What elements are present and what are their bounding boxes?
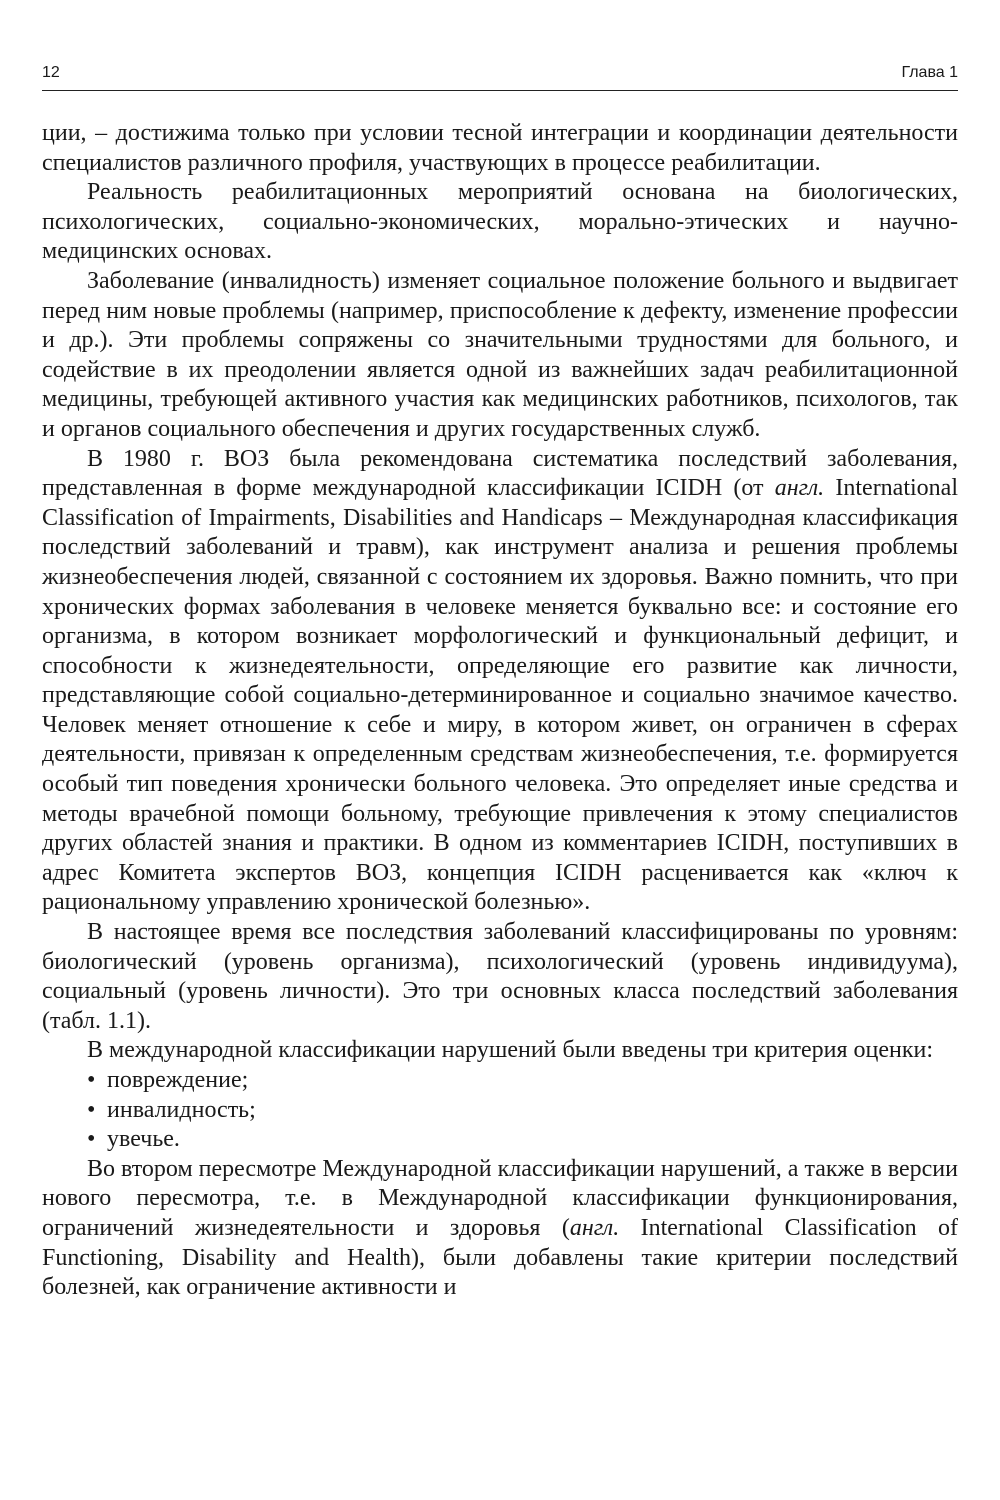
list-item — [87, 1096, 958, 1126]
running-header — [42, 62, 958, 91]
criteria-list — [42, 1066, 958, 1155]
page-number: 12 — [42, 64, 60, 81]
paragraph-icidh — [42, 445, 958, 919]
body-text — [42, 119, 958, 1303]
abbr-english: англ. — [774, 475, 825, 502]
paragraph-disease-social: Заболевание (инвалидность) изменяет социальное положение больного и выдвигает перед ним новые проблемы (например, приспособление к дефекту, изменение профессии и др.). Эти проблемы сопряжены со значительными трудностями для больного, и содействие в их преодолении является одной из важнейших задач реабилитационной медицины, требующей активного участия как медицинских работников, психологов, так и органов социального обеспечения и других государственных служб. — [42, 267, 958, 442]
paragraph-levels: В настоящее время все последствия заболеваний классифицированы по уровням: биологический (уровень организма), психологический (уровень индивидуума), социальный (уровень личности). Это три основных класса последствий заболевания (табл. 1.1). — [42, 919, 958, 1034]
list-item-text: инвалидность; — [107, 1096, 256, 1123]
paragraph-icidh-part2: International Classification of Impairments, Disabilities and Handicaps – Международная классификация последствий заболеваний и травм), как инструмент анализа и решения проблемы жизнеобеспечения людей, связанной с состоянием их здоровья. Важно помнить, что при хронических формах заболевания в человеке меняется буквально все: и состояние его организма, в котором возникает морфологический и функциональный дефицит, и способности к жизнедеятельности, определяющие его развитие как личности, представляющие собой социально-детерминированное и социально значимое качество. Человек меняет отношение к себе и миру, в котором живет, он ограничен в сферах деятельности, привязан к определенным средствам жизнеобеспечения, т.е. формируется особый тип поведения хронически больного человека. Это определяет иные средства и методы врачебной помощи больному, требующие привлечения к этому специалистов других областей знания и практики. В одном из комментариев ICIDH, поступивших в адрес Комитета экспертов ВОЗ, концепция ICIDH расценивается как «ключ к рациональному управлению хронической болезнью». — [42, 475, 958, 916]
abbr-english: англ. — [569, 1214, 620, 1241]
bullet-mark: • — [87, 1096, 96, 1123]
paragraph-rehab-basis: Реальность реабилитационных мероприятий основана на биологических, психологических, социально-экономических, морально-этических и научно-медицинских основах. — [42, 179, 958, 265]
list-item-text: повреждение; — [107, 1067, 249, 1093]
bullet-mark: • — [87, 1067, 96, 1093]
paragraph-icidh-part1: В 1980 г. ВОЗ была рекомендована систематика последствий заболевания, представленная в форме международной классификации ICIDH (от — [42, 445, 958, 502]
chapter-label: Глава 1 — [901, 64, 958, 81]
paragraph-icf-part1: Во втором пересмотре Международной классификации нарушений, а также в версии нового пересмотра, т.е. в Международной классификации функционирования, ограничений жизнедеятельности и здоровья ( — [42, 1155, 958, 1241]
list-item — [87, 1125, 958, 1155]
list-item — [87, 1066, 958, 1096]
paragraph-continuation: ции, – достижима только при условии тесной интеграции и координации деятельности специалистов различного профиля, участвующих в процессе реабилитации. — [42, 120, 958, 176]
paragraph-criteria-intro: В международной классификации нарушений были введены три критерия оценки: — [87, 1037, 934, 1064]
paragraph-icf-part2: International Classification of Functioning, Disability and Health), были добавлены такие критерии последствий болезней, как ограничение активности и — [42, 1214, 958, 1301]
bullet-mark: • — [87, 1126, 96, 1153]
paragraph-icf — [42, 1155, 958, 1303]
list-item-text: увечье. — [107, 1126, 180, 1153]
